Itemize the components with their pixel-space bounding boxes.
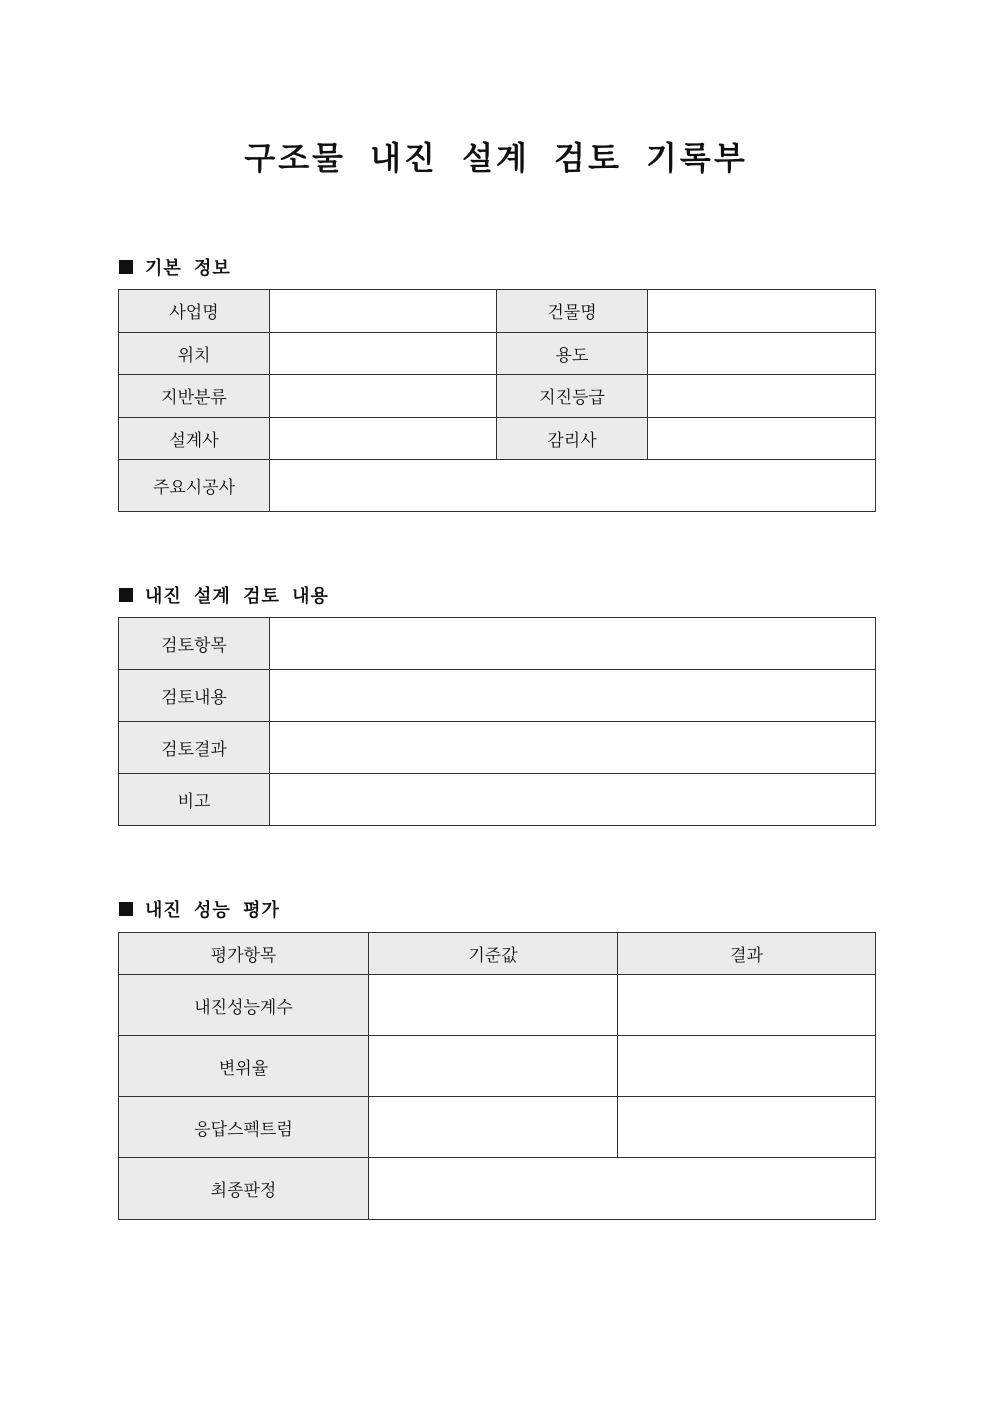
table-row — [119, 618, 876, 670]
table-row — [119, 290, 876, 333]
designer-field[interactable] — [270, 417, 497, 460]
table-header-row — [119, 933, 876, 975]
performance-table — [118, 932, 876, 1220]
table-row — [119, 460, 876, 512]
section-heading-label: 기본 정보 — [145, 258, 231, 279]
review-content-field[interactable] — [270, 670, 876, 722]
table-row — [119, 975, 876, 1036]
document-title: 구조물 내진 설계 검토 기록부 — [244, 139, 748, 177]
drift-ratio-label: 변위율 — [119, 1036, 369, 1097]
table-row — [119, 1097, 876, 1158]
square-bullet-icon — [119, 260, 133, 274]
supervisor-label: 감리사 — [497, 417, 648, 460]
column-header-item: 평가항목 — [119, 933, 369, 975]
table-row — [119, 1158, 876, 1220]
column-header-result: 결과 — [618, 933, 876, 975]
drift-ratio-standard-field[interactable] — [369, 1036, 618, 1097]
building-name-label: 건물명 — [497, 290, 648, 333]
site-class-label: 지반분류 — [119, 375, 270, 418]
table-row — [119, 670, 876, 722]
table-row — [119, 332, 876, 375]
basic-info-table — [118, 289, 876, 512]
seismic-coefficient-result-field[interactable] — [618, 975, 876, 1036]
table-row — [119, 1036, 876, 1097]
column-header-standard: 기준값 — [369, 933, 618, 975]
seismic-coefficient-label: 내진성능계수 — [119, 975, 369, 1036]
response-spectrum-standard-field[interactable] — [369, 1097, 618, 1158]
site-class-field[interactable] — [270, 375, 497, 418]
review-table — [118, 617, 876, 826]
review-result-field[interactable] — [270, 722, 876, 774]
building-name-field[interactable] — [648, 290, 876, 333]
final-judgment-field[interactable] — [369, 1158, 876, 1220]
table-row — [119, 375, 876, 418]
remarks-label: 비고 — [119, 774, 270, 826]
response-spectrum-result-field[interactable] — [618, 1097, 876, 1158]
section-heading-basic-info — [119, 254, 231, 280]
remarks-field[interactable] — [270, 774, 876, 826]
section-heading-label: 내진 설계 검토 내용 — [145, 586, 329, 607]
section-heading-review — [119, 582, 329, 608]
supervisor-field[interactable] — [648, 417, 876, 460]
seismic-grade-label: 지진등급 — [497, 375, 648, 418]
location-label: 위치 — [119, 332, 270, 375]
final-judgment-label: 최종판정 — [119, 1158, 369, 1220]
square-bullet-icon — [119, 588, 133, 602]
table-row — [119, 722, 876, 774]
location-field[interactable] — [270, 332, 497, 375]
drift-ratio-result-field[interactable] — [618, 1036, 876, 1097]
project-name-field[interactable] — [270, 290, 497, 333]
seismic-grade-field[interactable] — [648, 375, 876, 418]
section-heading-label: 내진 성능 평가 — [145, 900, 280, 921]
review-item-label: 검토항목 — [119, 618, 270, 670]
review-result-label: 검토결과 — [119, 722, 270, 774]
seismic-coefficient-standard-field[interactable] — [369, 975, 618, 1036]
response-spectrum-label: 응답스펙트럼 — [119, 1097, 369, 1158]
review-item-field[interactable] — [270, 618, 876, 670]
project-name-label: 사업명 — [119, 290, 270, 333]
contractor-label: 주요시공사 — [119, 460, 270, 512]
review-content-label: 검토내용 — [119, 670, 270, 722]
usage-label: 용도 — [497, 332, 648, 375]
square-bullet-icon — [119, 902, 133, 916]
table-row — [119, 417, 876, 460]
designer-label: 설계사 — [119, 417, 270, 460]
contractor-field[interactable] — [270, 460, 876, 512]
table-row — [119, 774, 876, 826]
section-heading-performance — [119, 896, 280, 922]
usage-field[interactable] — [648, 332, 876, 375]
